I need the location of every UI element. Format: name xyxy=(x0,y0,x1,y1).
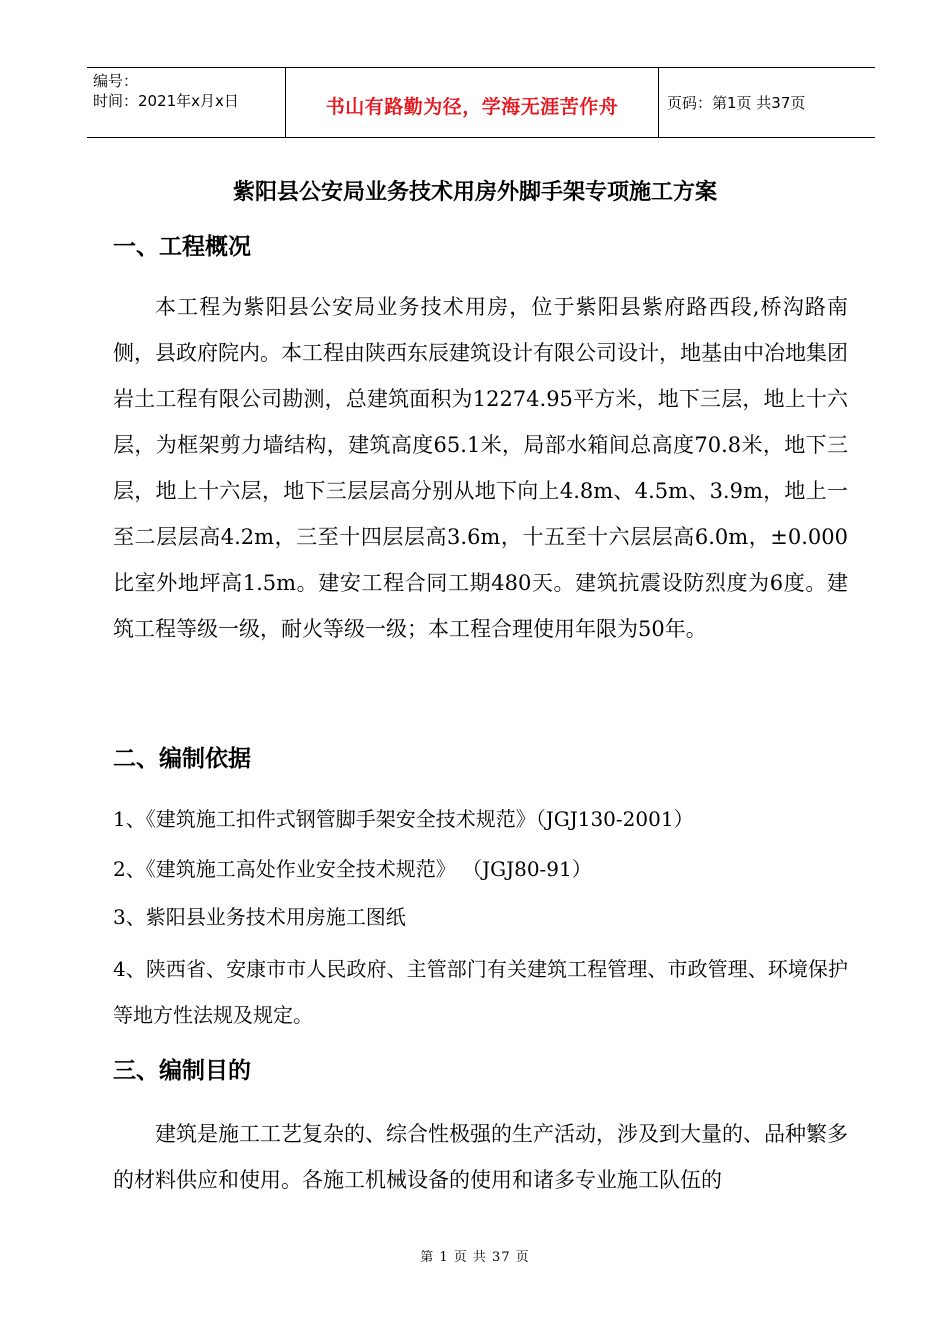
section-paragraph-purpose: 建筑是施工工艺复杂的、综合性极强的生产活动，涉及到大量的、品种繁多的材料供应和使用。各施工机械设备的使用和诸多专业施工队伍的 xyxy=(113,1122,848,1192)
document-title: 紫阳县公安局业务技术用房外脚手架专项施工方案 xyxy=(232,180,717,205)
header-page-info: 页码：第1页 共37页 xyxy=(667,94,806,112)
basis-item: 3、紫阳县业务技术用房施工图纸 xyxy=(113,905,406,929)
section-heading-purpose: 三、编制目的 xyxy=(113,1058,251,1084)
header-meta xyxy=(93,71,283,111)
basis-item: 4、陕西省、安康市市人民政府、主管部门有关建筑工程管理、市政管理、环境保护等地方性法规及规定。 xyxy=(113,957,848,1027)
header-motto-cell xyxy=(285,68,659,137)
page-footer: 第 1 页 共 37 页 xyxy=(420,1250,530,1265)
section-heading-overview: 一、工程概况 xyxy=(113,234,251,260)
header-motto: 书山有路勤为径，学海无涯苦作舟 xyxy=(325,96,619,118)
section-paragraph-overview: 本工程为紫阳县公安局业务技术用房，位于紫阳县紫府路西段,桥沟路南侧，县政府院内。本工程由陕西东辰建筑设计有限公司设计，地基由中冶地集团岩土工程有限公司勘测，总建筑面积为12274.95平方米，地下三层，地上十六层，为框架剪力墙结构，建筑高度65.1米，局部水箱间总高度70.8米，地下三层，地上十六层，地下三层层高分别从地下向上4.8m、4.5m、3.9m，地上一至二层层高4.2m，三至十四层层高3.6m，十五至十六层层高6.0m，±0.000比室外地坪高1.5m。建安工程合同工期480天。建筑抗震设防烈度为6度。建筑工程等级一级，耐火等级一级；本工程合理使用年限为50年。 xyxy=(113,295,848,641)
section-heading-basis: 二、编制依据 xyxy=(113,746,251,772)
basis-item: 1、《建筑施工扣件式钢管脚手架安全技术规范》（JGJ130-2001） xyxy=(113,807,694,831)
page-header xyxy=(87,67,875,138)
basis-item: 2、《建筑施工高处作业安全技术规范》 （JGJ80-91） xyxy=(113,857,592,881)
document-number-label: 编号： xyxy=(93,72,139,90)
document-date-label: 时间：2021年x月x日 xyxy=(93,92,239,110)
